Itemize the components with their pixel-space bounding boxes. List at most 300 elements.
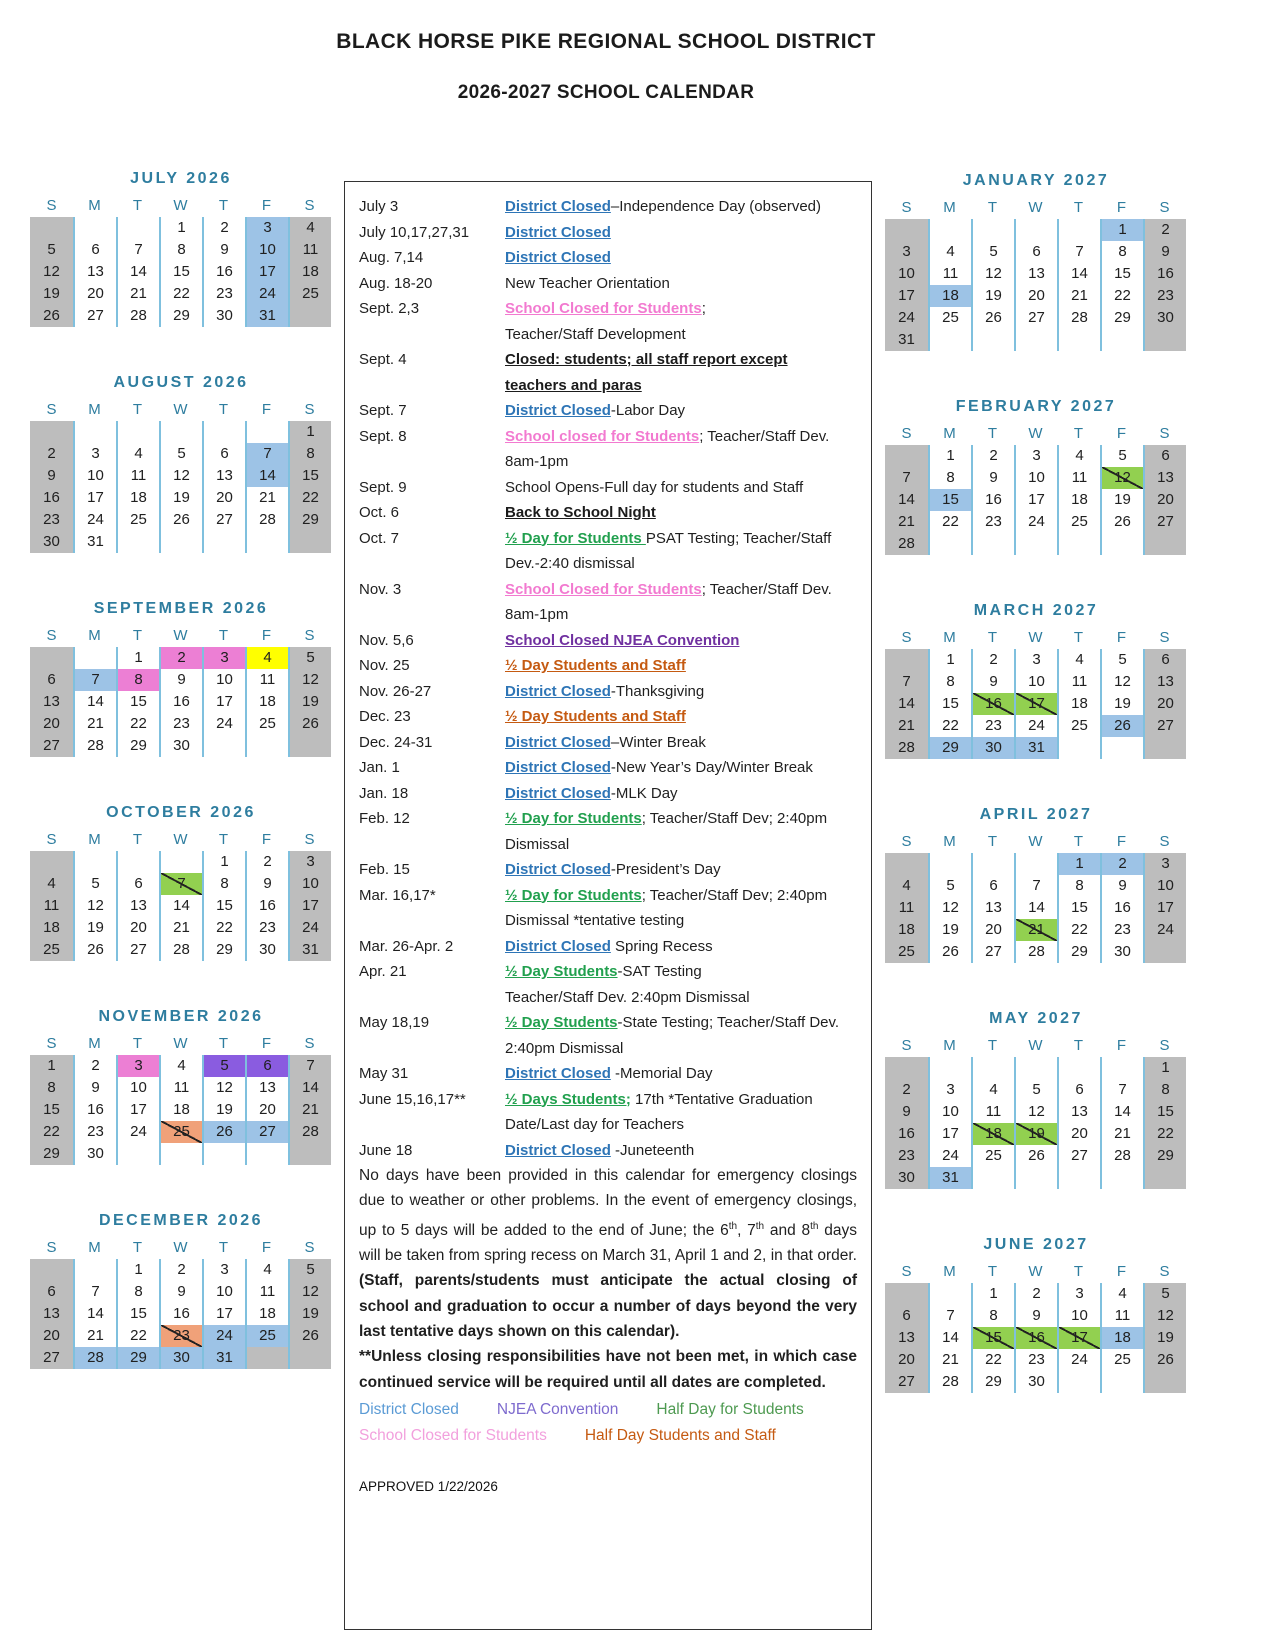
day-cell: 27 — [116, 939, 159, 961]
day-cell: 29 — [30, 1143, 73, 1165]
month-title: OCTOBER 2026 — [106, 804, 256, 821]
event-row — [359, 755, 857, 781]
day-cell: 5 — [971, 241, 1014, 263]
event-description — [505, 806, 857, 857]
day-cell: 9 — [971, 467, 1014, 489]
day-cell: 27 — [1057, 1145, 1100, 1167]
day-cell: 17 — [202, 1303, 245, 1325]
day-cell — [885, 853, 928, 875]
day-cell: 10 — [1014, 671, 1057, 693]
day-cell — [202, 1143, 245, 1165]
event-date: Sept. 2,3 — [359, 300, 420, 317]
weekday-letter: T — [218, 831, 229, 848]
weekday-letter: M — [88, 401, 101, 418]
event-row — [359, 526, 857, 577]
day-cell — [971, 1167, 1014, 1189]
day-cell: 18 — [245, 1303, 288, 1325]
day-cell: 9 — [1014, 1305, 1057, 1327]
week-row — [30, 917, 332, 939]
week-row — [30, 261, 332, 283]
day-cell: 31 — [202, 1347, 245, 1369]
weekday-letter: M — [88, 831, 101, 848]
day-cell: 22 — [928, 511, 971, 533]
day-cell: 5 — [288, 647, 331, 669]
day-cell — [73, 1259, 116, 1281]
day-cell: 14 — [116, 261, 159, 283]
event-description-line — [505, 985, 857, 1011]
event-text-segment: School Closed for Students — [505, 300, 702, 317]
event-date: Nov. 25 — [359, 657, 410, 674]
event-description-line — [505, 347, 857, 373]
event-text-segment: District Closed — [505, 937, 611, 955]
month-title: APRIL 2027 — [979, 806, 1093, 823]
day-cell: 7 — [288, 1055, 331, 1077]
day-cell: 28 — [885, 737, 928, 759]
weekday-letter: F — [261, 1035, 272, 1052]
day-cell: 3 — [202, 1259, 245, 1281]
weekday-letter: F — [261, 831, 272, 848]
event-description-line — [505, 1112, 857, 1138]
day-cell: 21 — [1014, 919, 1057, 941]
week-row — [30, 895, 332, 917]
day-cell — [1143, 737, 1186, 759]
event-date: Feb. 12 — [359, 810, 410, 827]
day-cell — [928, 329, 971, 351]
day-cell: 26 — [971, 307, 1014, 329]
day-cell: 7 — [885, 467, 928, 489]
day-cell: 18 — [885, 919, 928, 941]
day-cell: 19 — [73, 917, 116, 939]
day-cell: 3 — [885, 241, 928, 263]
day-cell — [1143, 533, 1186, 555]
event-description-line — [505, 398, 857, 424]
day-cell: 31 — [1014, 737, 1057, 759]
day-cell: 9 — [30, 465, 73, 487]
day-cell: 21 — [928, 1349, 971, 1371]
event-text-segment: School closed for Students — [505, 427, 700, 445]
day-cell: 22 — [1143, 1123, 1186, 1145]
day-cell — [288, 735, 331, 757]
day-cell — [1057, 1167, 1100, 1189]
day-cell: 13 — [1057, 1101, 1100, 1123]
day-cell: 23 — [971, 715, 1014, 737]
event-text-segment: ½ Day Students — [505, 1014, 618, 1031]
week-row — [885, 897, 1187, 919]
day-cell: 1 — [1143, 1057, 1186, 1079]
day-cell: 6 — [885, 1305, 928, 1327]
event-description-line — [505, 806, 857, 832]
day-cell — [159, 421, 202, 443]
event-text-segment: and 8 — [764, 1221, 811, 1239]
day-cell — [73, 851, 116, 873]
event-date: Jan. 18 — [359, 784, 409, 802]
event-text-segment: School Closed for Students — [505, 580, 702, 598]
event-text-segment: School Closed NJEA Convention — [505, 631, 740, 649]
day-cell: 28 — [73, 1347, 116, 1369]
day-cell — [1143, 941, 1186, 963]
weekday-letter: T — [1073, 1037, 1084, 1054]
weekday-letter: W — [173, 627, 188, 644]
day-cell: 22 — [202, 917, 245, 939]
event-description — [505, 730, 857, 756]
event-date: Nov. 26-27 — [359, 682, 432, 700]
event-row — [359, 245, 857, 271]
day-cell: 7 — [73, 669, 116, 691]
event-description-line — [505, 551, 857, 577]
day-cell: 17 — [288, 895, 331, 917]
event-date: July 3 — [359, 198, 399, 215]
week-row — [885, 533, 1187, 555]
day-cell: 6 — [30, 669, 73, 691]
month-title: JANUARY 2027 — [962, 172, 1110, 189]
weekday-letter: F — [261, 401, 272, 418]
event-text-segment: ½ Day for Students — [505, 529, 646, 547]
weekday-letter: F — [1116, 833, 1127, 850]
event-text-segment: ½ Day for Students — [505, 886, 642, 904]
day-cell: 20 — [245, 1099, 288, 1121]
event-description — [505, 296, 857, 347]
event-text-segment: –Independence Day (observed) — [610, 198, 821, 215]
day-cell: 4 — [971, 1079, 1014, 1101]
day-cell: 9 — [971, 671, 1014, 693]
week-row — [885, 467, 1187, 489]
day-cell: 13 — [1143, 467, 1186, 489]
week-row — [885, 1283, 1187, 1305]
day-cell — [1100, 737, 1143, 759]
day-cell: 10 — [928, 1101, 971, 1123]
event-text-segment: ½ Day Students and Staff — [505, 708, 686, 725]
event-text-segment: ½ Days Students; — [505, 1090, 631, 1108]
day-cell: 28 — [159, 939, 202, 961]
day-cell: 2 — [30, 443, 73, 465]
day-cell: 20 — [1143, 693, 1186, 715]
event-text-segment: PSAT Testing; Teacher/Staff — [645, 529, 832, 547]
day-cell — [202, 735, 245, 757]
day-cell: 5 — [159, 443, 202, 465]
day-cell — [73, 217, 116, 239]
day-cell: 4 — [116, 443, 159, 465]
event-text-segment: -Thanksgiving — [610, 682, 705, 700]
event-description-line — [505, 781, 857, 807]
event-text-segment: Dev.-2:40 dismissal — [505, 555, 635, 572]
day-cell — [288, 1347, 331, 1369]
day-cell — [30, 851, 73, 873]
weekday-letter: S — [46, 627, 57, 644]
day-cell: 1 — [116, 647, 159, 669]
day-cell: 13 — [30, 1303, 73, 1325]
weekday-header-row — [30, 195, 332, 217]
day-cell: 5 — [1100, 445, 1143, 467]
event-text-segment: ½ Day Students and Staff — [505, 657, 686, 674]
day-cell: 11 — [885, 897, 928, 919]
day-cell: 7 — [928, 1305, 971, 1327]
day-cell: 25 — [288, 283, 331, 305]
day-cell: 29 — [202, 939, 245, 961]
event-text-segment: -SAT Testing — [617, 963, 702, 980]
day-cell: 16 — [1143, 263, 1186, 285]
day-cell: 16 — [202, 261, 245, 283]
day-cell: 9 — [202, 239, 245, 261]
event-text-segment: District Closed — [505, 1141, 611, 1159]
event-description — [505, 194, 857, 220]
event-text-segment: 17th *Tentative Graduation — [630, 1090, 813, 1108]
weekday-letter: S — [1159, 1037, 1170, 1054]
day-cell: 12 — [1143, 1305, 1186, 1327]
event-text-segment: District Closed — [505, 682, 611, 700]
day-cell — [116, 851, 159, 873]
day-cell: 8 — [202, 873, 245, 895]
day-cell: 19 — [928, 919, 971, 941]
day-cell — [885, 445, 928, 467]
day-cell: 19 — [202, 1099, 245, 1121]
event-row — [359, 959, 857, 1010]
event-date: Sept. 9 — [359, 478, 407, 496]
event-row — [359, 883, 857, 934]
event-row — [359, 398, 857, 424]
event-description — [505, 857, 857, 883]
event-description-line — [505, 1138, 857, 1164]
day-cell: 4 — [159, 1055, 202, 1077]
day-cell: 4 — [245, 647, 288, 669]
event-text-segment: District Closed — [505, 249, 611, 266]
day-cell: 25 — [245, 713, 288, 735]
day-cell: 3 — [1014, 445, 1057, 467]
day-cell: 1 — [1057, 853, 1100, 875]
week-row — [885, 715, 1187, 737]
month-calendar-february-2027 — [885, 398, 1187, 555]
weekday-letter: F — [1116, 425, 1127, 442]
event-description-line — [505, 296, 857, 322]
weekday-letter: S — [46, 1035, 57, 1052]
event-description — [505, 679, 857, 705]
week-row — [885, 489, 1187, 511]
event-row — [359, 1010, 857, 1061]
day-cell — [1057, 737, 1100, 759]
month-title: AUGUST 2026 — [113, 374, 249, 391]
day-cell — [1057, 1371, 1100, 1393]
day-cell: 29 — [159, 305, 202, 327]
event-text-segment: th — [810, 1220, 819, 1232]
event-date: Oct. 7 — [359, 529, 400, 547]
day-cell: 10 — [1014, 467, 1057, 489]
day-cell: 16 — [885, 1123, 928, 1145]
month-title: FEBRUARY 2027 — [955, 398, 1117, 415]
day-cell: 12 — [1100, 671, 1143, 693]
day-cell: 29 — [1057, 941, 1100, 963]
day-cell: 2 — [971, 649, 1014, 671]
week-row — [30, 421, 332, 443]
week-row — [30, 1347, 332, 1369]
event-text-segment: -New Year’s Day/Winter Break — [610, 759, 813, 776]
day-cell — [1100, 1167, 1143, 1189]
color-legend — [359, 1397, 857, 1449]
day-cell: 3 — [288, 851, 331, 873]
day-cell: 23 — [245, 917, 288, 939]
event-description — [505, 577, 857, 628]
day-cell: 13 — [1014, 263, 1057, 285]
day-cell: 1 — [288, 421, 331, 443]
week-row — [30, 735, 332, 757]
weekday-letter: T — [1073, 1263, 1084, 1280]
event-text-segment: ; Teacher/Staff Dev. — [701, 580, 832, 598]
day-cell — [1057, 219, 1100, 241]
months-column-right — [885, 172, 1187, 1440]
day-cell: 29 — [1143, 1145, 1186, 1167]
week-row — [885, 1305, 1187, 1327]
day-cell: 21 — [73, 1325, 116, 1347]
day-cell — [1100, 1371, 1143, 1393]
event-date: Jan. 1 — [359, 759, 400, 776]
day-cell: 30 — [1014, 1371, 1057, 1393]
week-row — [30, 1143, 332, 1165]
events-panel — [344, 181, 872, 1630]
day-cell — [885, 1057, 928, 1079]
month-calendar-january-2027 — [885, 172, 1187, 351]
day-cell — [928, 1057, 971, 1079]
day-cell: 20 — [971, 919, 1014, 941]
day-cell: 18 — [116, 487, 159, 509]
day-cell: 11 — [288, 239, 331, 261]
weekday-letter: T — [987, 1037, 998, 1054]
day-cell: 30 — [202, 305, 245, 327]
day-cell: 11 — [30, 895, 73, 917]
day-cell: 30 — [245, 939, 288, 961]
approved-date: APPROVED 1/22/2026 — [359, 1478, 498, 1494]
day-cell: 14 — [885, 489, 928, 511]
day-cell: 12 — [971, 263, 1014, 285]
legend-item-njea-convention: NJEA Convention — [496, 1400, 619, 1418]
event-description-line — [505, 730, 857, 756]
day-cell: 31 — [288, 939, 331, 961]
weekday-letter: W — [1028, 1037, 1043, 1054]
weekday-letter: S — [46, 831, 57, 848]
day-cell: 24 — [1057, 1349, 1100, 1371]
weekday-letter: S — [46, 401, 57, 418]
page-subtitle: 2026-2027 SCHOOL CALENDAR — [457, 82, 755, 103]
day-cell: 8 — [116, 669, 159, 691]
day-cell: 31 — [928, 1167, 971, 1189]
event-date: Feb. 15 — [359, 861, 410, 878]
day-cell: 27 — [1014, 307, 1057, 329]
day-cell: 24 — [288, 917, 331, 939]
day-cell: 30 — [1143, 307, 1186, 329]
week-row — [885, 1371, 1187, 1393]
day-cell — [1100, 533, 1143, 555]
day-cell: 28 — [288, 1121, 331, 1143]
week-row — [885, 737, 1187, 759]
week-row — [30, 713, 332, 735]
weekday-letter: S — [304, 1239, 315, 1256]
day-cell — [116, 531, 159, 553]
event-text-segment: Teacher/Staff Development — [505, 325, 686, 343]
event-text-segment: teachers and paras — [505, 376, 642, 394]
day-cell: 5 — [30, 239, 73, 261]
day-cell: 31 — [885, 329, 928, 351]
page-header — [0, 30, 1212, 104]
weekday-letter: T — [132, 1239, 143, 1256]
day-cell: 16 — [971, 693, 1014, 715]
event-description-line — [505, 1061, 857, 1087]
weekday-letter: M — [943, 199, 956, 216]
event-description-line — [505, 1036, 857, 1062]
day-cell: 25 — [928, 307, 971, 329]
weekday-letter: S — [46, 1239, 57, 1256]
day-cell: 15 — [116, 1303, 159, 1325]
day-cell — [1100, 1057, 1143, 1079]
event-text-segment: 8am-1pm — [505, 606, 569, 623]
week-row — [30, 1281, 332, 1303]
week-row — [885, 919, 1187, 941]
event-row — [359, 857, 857, 883]
day-cell: 8 — [116, 1281, 159, 1303]
day-cell: 17 — [245, 261, 288, 283]
weekday-letter: S — [901, 199, 912, 216]
weekday-letter: S — [901, 425, 912, 442]
day-cell: 1 — [116, 1259, 159, 1281]
weekday-letter: T — [218, 197, 229, 214]
day-cell: 26 — [1014, 1145, 1057, 1167]
month-calendar-april-2027 — [885, 806, 1187, 963]
day-cell: 19 — [1143, 1327, 1186, 1349]
day-cell: 20 — [1143, 489, 1186, 511]
event-row — [359, 730, 857, 756]
weekday-letter: M — [943, 1263, 956, 1280]
day-cell: 19 — [288, 1303, 331, 1325]
day-cell: 6 — [1143, 649, 1186, 671]
day-cell: 2 — [885, 1079, 928, 1101]
day-cell: 24 — [885, 307, 928, 329]
day-cell — [159, 1143, 202, 1165]
weekday-letter: T — [987, 425, 998, 442]
day-cell: 6 — [30, 1281, 73, 1303]
day-cell: 30 — [73, 1143, 116, 1165]
day-cell — [30, 421, 73, 443]
day-cell: 14 — [1057, 263, 1100, 285]
day-cell: 26 — [928, 941, 971, 963]
day-cell — [30, 217, 73, 239]
day-cell: 9 — [885, 1101, 928, 1123]
weekday-letter: S — [1159, 1263, 1170, 1280]
weekday-letter: T — [987, 199, 998, 216]
event-description-line — [505, 449, 857, 475]
day-cell: 25 — [1057, 511, 1100, 533]
day-cell — [1143, 329, 1186, 351]
day-cell — [885, 219, 928, 241]
day-cell: 21 — [1100, 1123, 1143, 1145]
event-row — [359, 475, 857, 501]
day-cell: 25 — [159, 1121, 202, 1143]
day-cell: 3 — [1014, 649, 1057, 671]
month-title: JULY 2026 — [130, 170, 232, 187]
day-cell: 21 — [116, 283, 159, 305]
event-row — [359, 679, 857, 705]
day-cell: 3 — [116, 1055, 159, 1077]
weekday-letter: S — [901, 629, 912, 646]
day-cell: 22 — [971, 1349, 1014, 1371]
weekday-letter: S — [1159, 833, 1170, 850]
day-cell: 20 — [1057, 1123, 1100, 1145]
day-cell: 6 — [245, 1055, 288, 1077]
day-cell: 15 — [971, 1327, 1014, 1349]
month-calendar-july-2026 — [30, 170, 332, 327]
week-row — [30, 669, 332, 691]
day-cell: 22 — [116, 713, 159, 735]
week-row — [885, 285, 1187, 307]
day-cell: 11 — [116, 465, 159, 487]
day-cell: 8 — [1100, 241, 1143, 263]
day-cell: 24 — [116, 1121, 159, 1143]
event-description-line — [505, 934, 857, 960]
